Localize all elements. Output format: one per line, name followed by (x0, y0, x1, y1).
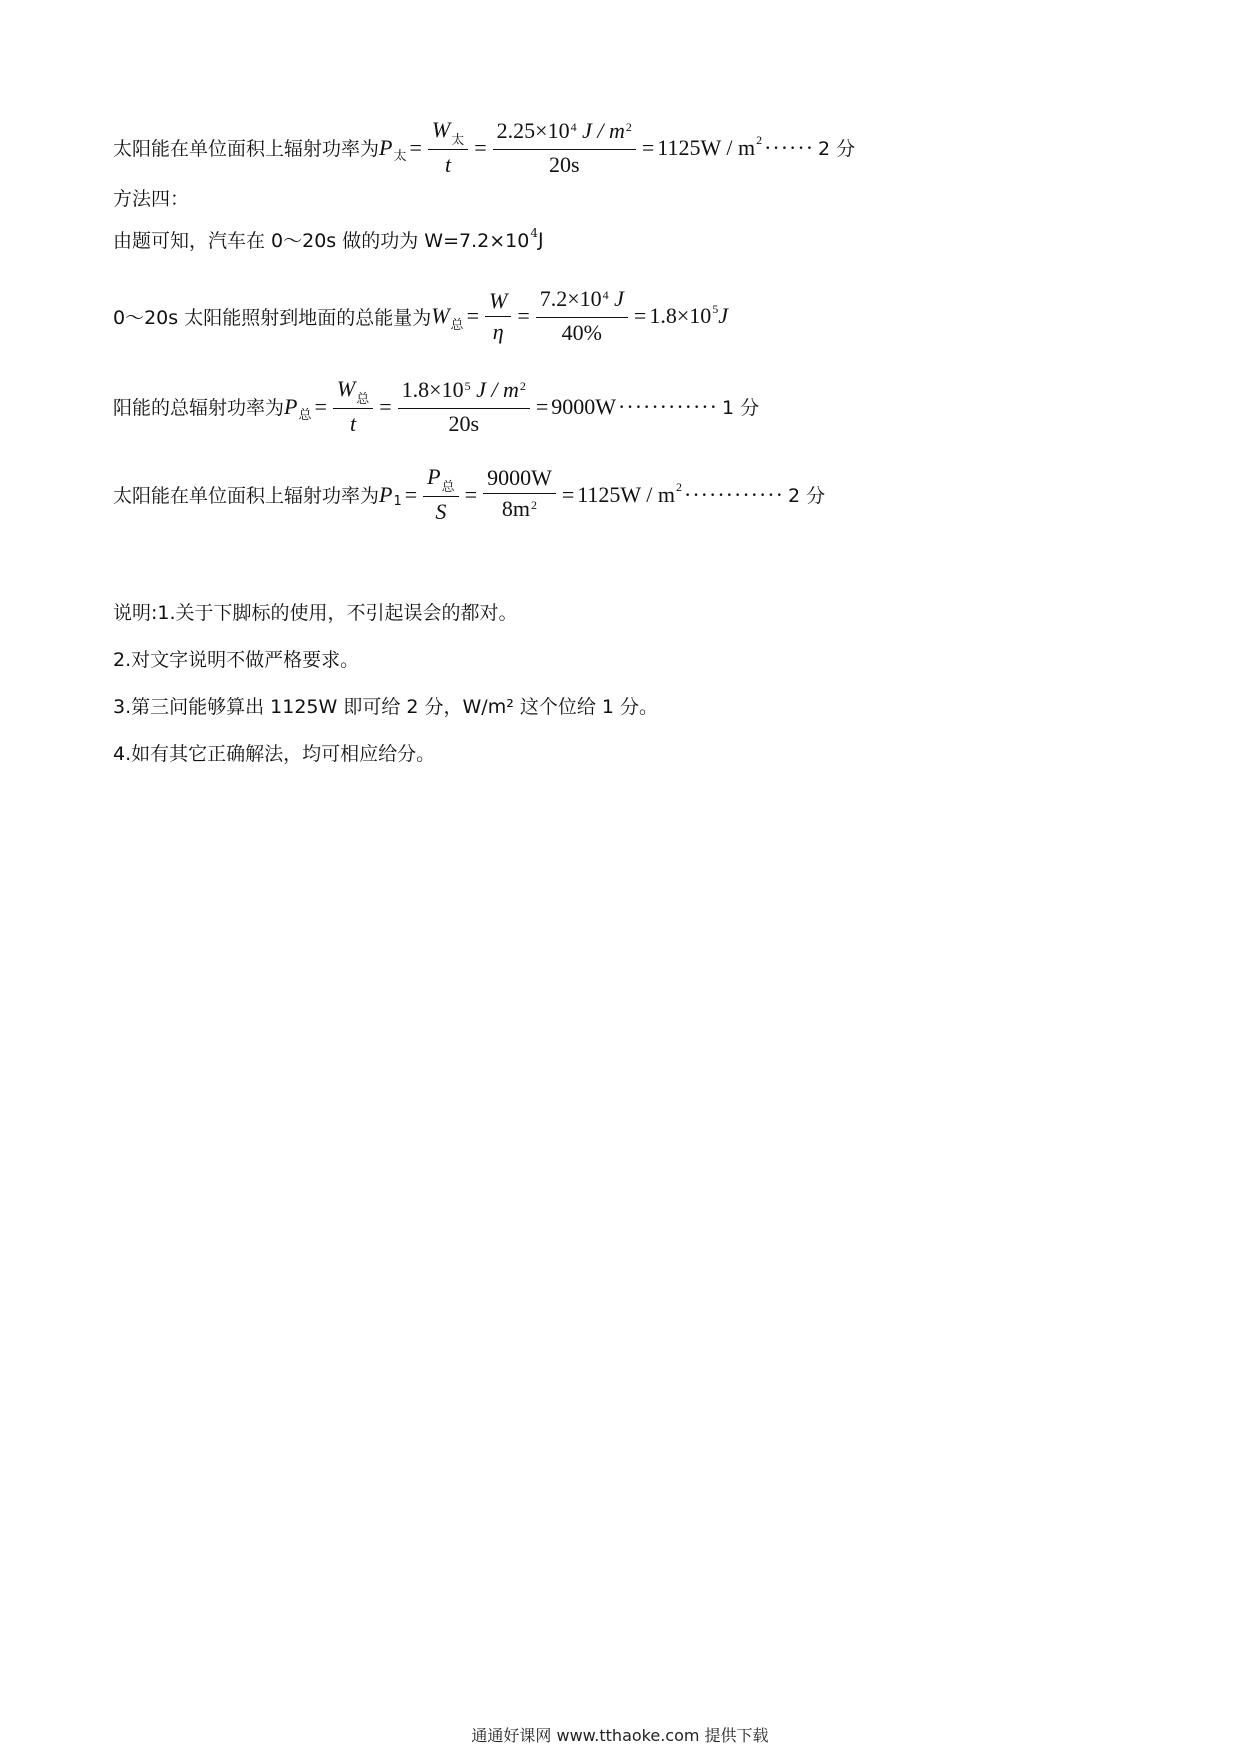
fraction: $\frac{9000W}{8m^2}$ (483, 466, 556, 524)
formula: P 太 = $\frac{W_太}{t}$ = $\frac{2.25\times 10^4 J / m^2}{20s}$ = 1125W / m 2 ······ (379, 117, 815, 177)
score: 1 分 (721, 397, 760, 419)
fraction: $\frac{W}{\eta}$ (485, 289, 511, 344)
fraction: $\frac{7.2\times 10^4 J}{40\%}$ (536, 287, 628, 345)
fraction: $\frac{1.8\times 10^5 J / m^2}{20s}$ (398, 378, 530, 436)
score: 2 分 (787, 485, 826, 507)
formula: P 总 = $\frac{W_总}{t}$ = $\frac{1.8\times 10^5 J / m^2}{20s}$ = 9000W ············ (284, 376, 718, 436)
note-2: 2.对文字说明不做严格要求。 (113, 649, 360, 671)
formula: P 1 = $\frac{P_总}{S}$ = $\frac{9000W}{8m^2}$ = 1125W / m 2 ············ (379, 464, 784, 524)
method-heading: 方法四： (113, 188, 190, 210)
fraction: $\frac{P_总}{S}$ (423, 465, 458, 524)
score: 2 分 (818, 138, 856, 160)
formula-line-solar-power-per-area-1 (113, 118, 855, 177)
note-4: 4.如有其它正确解法，均可相应给分。 (113, 743, 436, 765)
note-3: 3.第三问能够算出 1125W 即可给 2 分，W/m² 这个位给 1 分。 (113, 696, 659, 718)
formula: W 总 = $\frac{W}{\eta}$ = $\frac{7.2\times 10^4 J}{40\%}$ = 1.8×10 5 J (431, 286, 729, 345)
formula-line-solar-power-per-area-2: 太阳能在单位面积上辐射功率为 P 1 = $\frac{P_总}{S}$ = $\frac{9000W}{8m^2}$ = 1125W / m 2 ············ 2 分 (113, 464, 826, 524)
page-footer: 通通好课网 www.tthaoke.com 提供下载 (471, 1726, 769, 1745)
work-done-line: 由题可知，汽车在 0～20s 做的功为 W=7.2×10 4 J (113, 225, 544, 252)
line-text: 太阳能在单位面积上辐射功率为 (113, 138, 380, 160)
formula-line-total-power: 阳能的总辐射功率为 P 总 = $\frac{W_总}{t}$ = $\frac{1.8\times 10^5 J / m^2}{20s}$ = 9000W ············ 1 分 (113, 376, 760, 436)
fraction: $\frac{2.25\times 10^4 J / m^2}{20s}$ (493, 119, 636, 177)
formula-line-total-energy: 0～20s 太阳能照射到地面的总能量为 W 总 = $\frac{W}{\eta}$ = $\frac{7.2\times 10^4 J}{40\%}$ = 1.8×10 5 J (113, 286, 729, 345)
fraction: $\frac{W_太}{t}$ (428, 118, 468, 177)
fraction: $\frac{W_总}{t}$ (333, 377, 373, 436)
note-1: 说明:1.关于下脚标的使用，不引起误会的都对。 (113, 602, 518, 624)
